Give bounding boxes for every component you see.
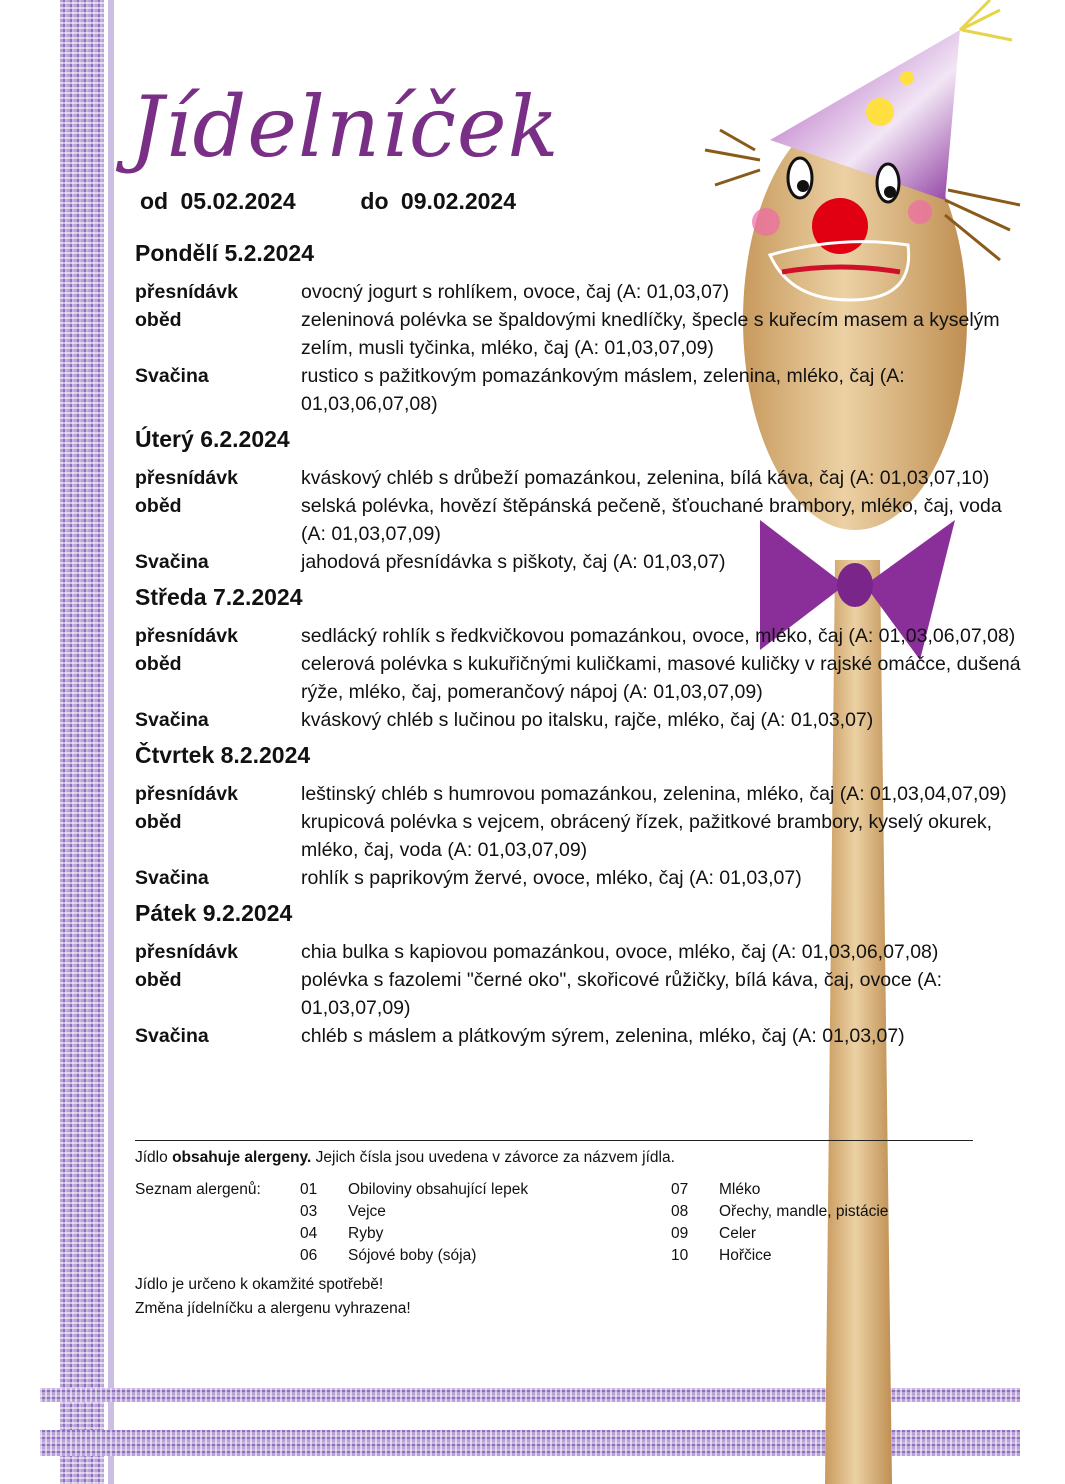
clown-eye-left xyxy=(788,158,812,198)
meal-label: oběd xyxy=(135,811,182,833)
from-date: 05.02.2024 xyxy=(180,188,296,214)
date-range xyxy=(140,188,522,215)
allergen-number: 09 xyxy=(671,1225,689,1242)
allergen-list-label: Seznam alergenů: xyxy=(135,1181,261,1198)
meal-label: oběd xyxy=(135,653,182,675)
meal-row xyxy=(135,1022,1035,1050)
allergen-name: Vejce xyxy=(348,1203,386,1220)
meal-food: ovocný jogurt s rohlíkem, ovoce, čaj (A: 01,03,07) xyxy=(301,281,730,303)
note-prefix: Jídlo xyxy=(135,1149,168,1166)
meal-row xyxy=(135,650,1035,706)
day-tuesday xyxy=(135,426,1035,576)
allergen-name: Obiloviny obsahující lepek xyxy=(348,1181,529,1198)
hat-dot xyxy=(866,98,894,126)
allergen-number: 04 xyxy=(300,1225,318,1242)
day-friday xyxy=(135,900,1035,1050)
allergen-name: Ryby xyxy=(348,1225,384,1242)
meal-food: zeleninová polévka se špaldovými knedlíčky, špecle s kuřecím masem a kyselým zelím, musli tyčinka, mléko, čaj (A: 01,03,07,09) xyxy=(301,309,1000,359)
meal-row xyxy=(135,464,1035,492)
hat-tassel xyxy=(960,0,1012,40)
day-thursday xyxy=(135,742,1035,892)
meal-label: Svačina xyxy=(135,551,209,573)
day-title: Pondělí 5.2.2024 xyxy=(135,240,314,266)
meal-row xyxy=(135,780,1035,808)
allergen-number: 01 xyxy=(300,1181,318,1198)
meal-label: Svačina xyxy=(135,709,209,731)
meal-row xyxy=(135,492,1035,548)
to-date: 09.02.2024 xyxy=(400,188,517,214)
meal-food: selská polévka, hovězí štěpánská pečeně, šťouchané brambory, mléko, čaj, voda (A: 01,03,07,09) xyxy=(301,495,1002,545)
allergen-note xyxy=(135,1149,975,1167)
meal-label: Svačina xyxy=(135,867,209,889)
day-wednesday xyxy=(135,584,1035,734)
allergen-number: 06 xyxy=(300,1247,318,1264)
day-title: Pátek 9.2.2024 xyxy=(135,900,293,926)
meal-label: Svačina xyxy=(135,1025,209,1047)
meal-row xyxy=(135,864,1035,892)
page-title: Jídelníček xyxy=(130,78,560,176)
note-suffix: Jejich čísla jsou uvedena v závorce za názvem jídla. xyxy=(315,1149,675,1166)
hat-dot-small xyxy=(900,71,914,85)
meal-food: leštinský chléb s humrovou pomazánkou, zelenina, mléko, čaj (A: 01,03,04,07,09) xyxy=(301,783,1007,805)
meal-label: oběd xyxy=(135,969,182,991)
allergen-number: 03 xyxy=(300,1203,318,1220)
to-label: do xyxy=(360,188,389,214)
meal-label: přesnídávk xyxy=(135,625,238,647)
meal-row xyxy=(135,548,1035,576)
meal-food: rohlík s paprikovým žervé, ovoce, mléko, čaj (A: 01,03,07) xyxy=(301,867,802,889)
from-label: od xyxy=(140,188,169,214)
meal-row xyxy=(135,808,1035,864)
allergen-number: 08 xyxy=(671,1203,689,1220)
day-title: Středa 7.2.2024 xyxy=(135,584,303,610)
allergen-list xyxy=(135,1181,975,1273)
meal-food: celerová polévka s kukuřičnými kuličkami, masové kuličky v rajské omáčce, dušená rýže, mléko, čaj, pomerančový nápoj (A: 01,03,07,09) xyxy=(301,653,1021,703)
allergen-name: Celer xyxy=(719,1225,757,1242)
meal-row xyxy=(135,362,1035,418)
meal-food: chléb s máslem a plátkovým sýrem, zelenina, mléko, čaj (A: 01,03,07) xyxy=(301,1025,905,1047)
allergen-number: 10 xyxy=(671,1247,689,1264)
meal-label: oběd xyxy=(135,495,182,517)
meal-food: jahodová přesnídávka s piškoty, čaj (A: 01,03,07) xyxy=(301,551,726,573)
meal-row xyxy=(135,622,1035,650)
allergen-name: Hořčice xyxy=(719,1247,772,1264)
allergen-name: Sójové boby (sója) xyxy=(348,1247,477,1264)
meal-food: polévka s fazolemi "černé oko", skořicové růžičky, bílá káva, čaj, ovoce (A: 01,03,07,09) xyxy=(301,969,942,1019)
meal-food: chia bulka s kapiovou pomazánkou, ovoce, mléko, čaj (A: 01,03,06,07,08) xyxy=(301,941,939,963)
meal-food: rustico s pažitkovým pomazánkovým máslem, zelenina, mléko, čaj (A: 01,03,06,07,08) xyxy=(301,365,905,415)
meal-label: přesnídávk xyxy=(135,783,238,805)
meal-label: přesnídávk xyxy=(135,281,238,303)
weekly-menu xyxy=(135,238,1035,1058)
day-title: Čtvrtek 8.2.2024 xyxy=(135,742,311,768)
day-title: Úterý 6.2.2024 xyxy=(135,426,290,452)
allergen-name: Ořechy, mandle, pistácie xyxy=(719,1203,889,1220)
meal-food: krupicová polévka s vejcem, obrácený řízek, pažitkové brambory, kyselý okurek, mléko, čaj, voda (A: 01,03,07,09) xyxy=(301,811,993,861)
allergen-footer xyxy=(135,1140,975,1321)
meal-row xyxy=(135,938,1035,966)
meal-row xyxy=(135,306,1035,362)
meal-food: kváskový chléb s lučinou po italsku, rajče, mléko, čaj (A: 01,03,07) xyxy=(301,709,874,731)
footer-divider xyxy=(135,1140,973,1141)
closing-note-2: Změna jídelníčku a alergenu vyhrazena! xyxy=(135,1300,411,1317)
meal-label: Svačina xyxy=(135,365,209,387)
day-monday xyxy=(135,240,1035,418)
meal-label: přesnídávk xyxy=(135,941,238,963)
closing-note-1: Jídlo je určeno k okamžité spotřebě! xyxy=(135,1276,384,1293)
meal-label: oběd xyxy=(135,309,182,331)
meal-row xyxy=(135,278,1035,306)
note-bold: obsahuje alergeny. xyxy=(172,1149,312,1166)
meal-food: kváskový chléb s drůbeží pomazánkou, zelenina, bílá káva, čaj (A: 01,03,07,10) xyxy=(301,467,990,489)
meal-label: přesnídávk xyxy=(135,467,238,489)
allergen-name: Mléko xyxy=(719,1181,761,1198)
meal-row xyxy=(135,966,1035,1022)
allergen-number: 07 xyxy=(671,1181,689,1198)
meal-row xyxy=(135,706,1035,734)
meal-food: sedlácký rohlík s ředkvičkovou pomazánkou, ovoce, mléko, čaj (A: 01,03,06,07,08) xyxy=(301,625,1016,647)
